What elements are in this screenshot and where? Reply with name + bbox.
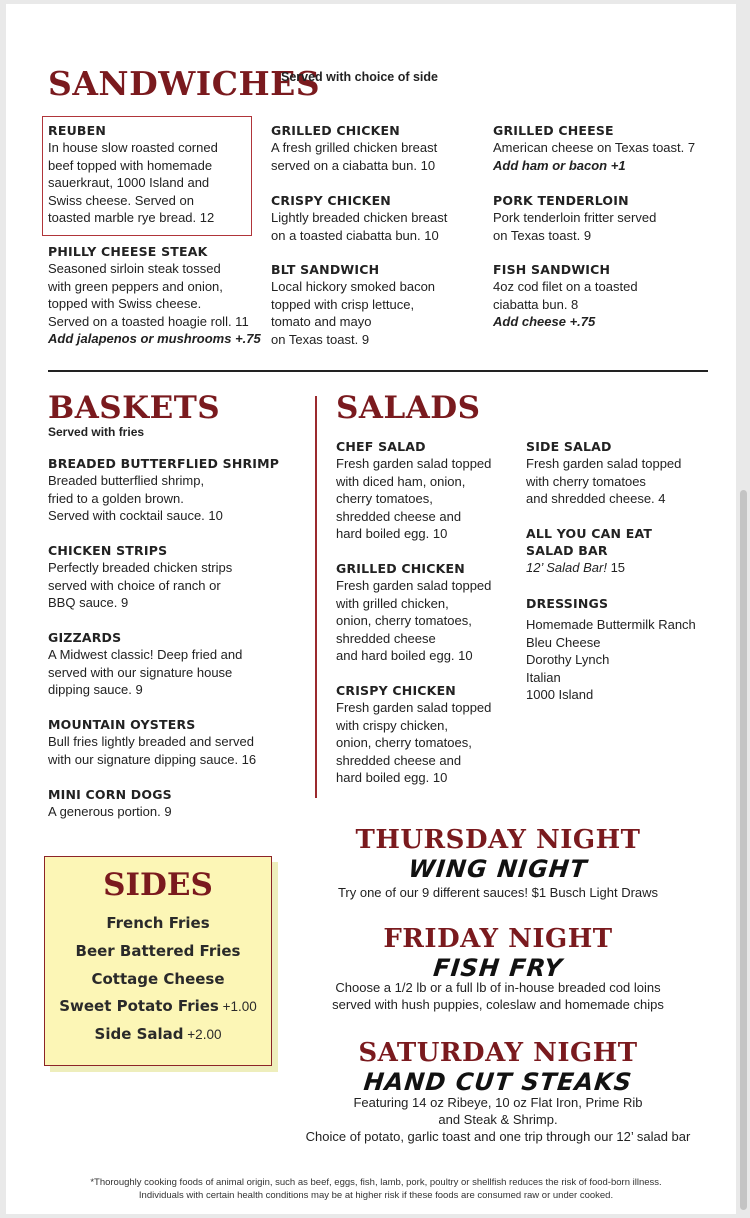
item-name: MINI CORN DOGS [48,787,172,802]
side-item-price: +2.00 [183,1027,222,1042]
item-addon: Add ham or bacon +1 [493,157,626,173]
special-desc: Choose a 1/2 lb or a full lb of in-house breaded cod loins served with hush puppies, coleslaw and homemade chips [332,980,664,1012]
scrollbar[interactable] [740,490,747,1210]
special-thursday [306,825,690,883]
item-desc [526,559,652,577]
item-name: GRILLED CHICKEN [271,123,400,138]
menu-item-salad-bar [526,525,652,577]
side-item-label: French Fries [106,914,210,932]
item-name: BLT SANDWICH [271,262,380,277]
baskets-note: Served with fries [48,425,145,439]
item-desc: Homemade Buttermilk Ranch Bleu Cheese Dorothy Lynch Italian 1000 Island [526,617,696,702]
special-desc: Featuring 14 oz Ribeye, 10 oz Flat Iron, Prime Rib and Steak & Shrimp. Choice of potato, garlic toast and one trip through our 12’ salad bar [305,1095,691,1144]
item-name: ALL YOU CAN EAT [526,526,653,541]
menu-page [6,4,736,1214]
item-price: 15 [606,560,626,575]
menu-item-blt [271,261,435,348]
item-desc: In house slow roasted corned beef topped with homemade sauerkraut, 1000 Island and Swiss cheese. Served on toasted marble rye bread. 12 [48,140,218,225]
sandwiches-title: SANDWICHES [48,64,321,103]
menu-item-side-salad [526,438,681,508]
special-day: FRIDAY NIGHT [383,924,613,954]
salads-title: SALADS [336,390,481,426]
item-name: MOUNTAIN OYSTERS [48,717,196,732]
item-desc: Lightly breaded chicken breast on a toasted ciabatta bun. 10 [271,210,448,243]
item-desc: A Midwest classic! Deep fried and served with our signature house dipping sauce. 9 [48,647,243,697]
baskets-title: BASKETS [48,390,221,426]
item-name: SALAD BAR [526,543,608,558]
item-desc: Seasoned sirloin steak tossed with green peppers and onion, topped with Swiss cheese. Served on a toasted hoagie roll. 11 [48,261,249,329]
sides-box [44,856,272,1066]
menu-item-shrimp [48,455,279,525]
section-divider [48,370,708,372]
item-desc: American cheese on Texas toast. 7 [493,140,696,155]
menu-item-mini-corn-dogs [48,786,172,821]
sides-title: SIDES [103,867,213,903]
item-desc: Pork tenderloin fritter served on Texas toast. 9 [493,210,657,243]
menu-item-mountain-oysters [48,716,256,768]
side-item-label: Sweet Potato Fries [59,997,219,1015]
footnote-line: *Thoroughly cooking foods of animal origin, such as beef, eggs, fish, lamb, pork, poultry or shellfish reduces the risk of food-born illness. [90,1177,662,1188]
item-name: BREADED BUTTERFLIED SHRIMP [48,456,280,471]
item-name: PHILLY CHEESE STEAK [48,244,208,259]
item-desc-italic: 12’ Salad Bar! [526,560,607,575]
item-name: GIZZARDS [48,630,122,645]
food-safety-footnote [46,1176,706,1202]
item-desc: 4oz cod filet on a toasted ciabatta bun. 8 [493,279,638,312]
special-name: FISH FRY [431,954,565,982]
side-item-price: +1.00 [218,999,257,1014]
menu-item-fish-sandwich [493,261,638,331]
item-name: FISH SANDWICH [493,262,611,277]
footnote-line: Individuals with certain health conditions may be at higher risk if these foods are consumed raw or under cooked. [138,1190,614,1201]
item-desc: Local hickory smoked bacon topped with crisp lettuce, tomato and mayo on Texas toast. 9 [271,279,436,347]
item-name: CRISPY CHICKEN [271,193,391,208]
menu-item-crispy-chicken-salad [336,682,491,787]
menu-item-pork-tenderloin [493,192,656,244]
special-name: HAND CUT STEAKS [362,1068,634,1096]
item-desc: Bull fries lightly breaded and served with our signature dipping sauce. 16 [48,734,257,767]
side-item-label: Cottage Cheese [91,970,225,988]
special-desc: Try one of our 9 different sauces! $1 Busch Light Draws [337,885,659,900]
item-desc: A generous portion. 9 [48,804,172,819]
item-desc: Perfectly breaded chicken strips served with choice of ranch or BBQ sauce. 9 [48,560,233,610]
side-item-label: Side Salad [94,1025,184,1043]
menu-item-grilled-chicken [271,122,437,174]
item-name: CHEF SALAD [336,439,426,454]
menu-item-reuben [48,122,218,227]
item-name: GRILLED CHICKEN [336,561,465,576]
side-item-label: Beer Battered Fries [75,942,241,960]
menu-item-chef-salad [336,438,491,543]
menu-item-gizzards [48,629,242,699]
special-friday [306,924,690,982]
sandwiches-note: Served with choice of side [281,70,438,84]
item-name: SIDE SALAD [526,439,612,454]
menu-item-chicken-strips [48,542,232,612]
menu-item-philly [48,243,261,348]
special-day: THURSDAY NIGHT [355,825,641,855]
menu-item-grilled-chicken-salad [336,560,491,665]
side-item [45,1025,271,1043]
item-desc: Fresh garden salad topped with diced ham, onion, cherry tomatoes, shredded cheese and hard boiled egg. 10 [336,456,492,541]
menu-item-dressings [526,595,696,704]
item-name: PORK TENDERLOIN [493,193,629,208]
special-day: SATURDAY NIGHT [358,1038,638,1068]
special-saturday [306,1038,690,1096]
item-name: CHICKEN STRIPS [48,543,168,558]
special-name: WING NIGHT [407,855,589,883]
item-name: CRISPY CHICKEN [336,683,456,698]
side-item [45,914,271,932]
item-addon: Add cheese +.75 [493,314,596,329]
side-item [45,997,271,1015]
item-name: DRESSINGS [526,596,609,611]
item-addon: Add jalapenos or mushrooms +.75 [48,331,261,346]
menu-item-grilled-cheese [493,122,695,174]
item-name: REUBEN [48,123,107,138]
side-item [45,970,271,988]
item-desc: Fresh garden salad topped with cherry tomatoes and shredded cheese. 4 [526,456,682,506]
side-item [45,942,271,960]
column-divider [315,396,317,798]
item-name: GRILLED CHEESE [493,123,614,138]
item-desc: A fresh grilled chicken breast served on a ciabatta bun. 10 [271,140,438,173]
menu-item-crispy-chicken [271,192,447,244]
item-desc: Fresh garden salad topped with crispy chicken, onion, cherry tomatoes, shredded cheese and hard boiled egg. 10 [336,700,492,785]
item-desc: Breaded butterflied shrimp, fried to a golden brown. Served with cocktail sauce. 10 [48,473,223,523]
item-desc: Fresh garden salad topped with grilled chicken, onion, cherry tomatoes, shredded cheese and hard boiled egg. 10 [336,578,492,663]
